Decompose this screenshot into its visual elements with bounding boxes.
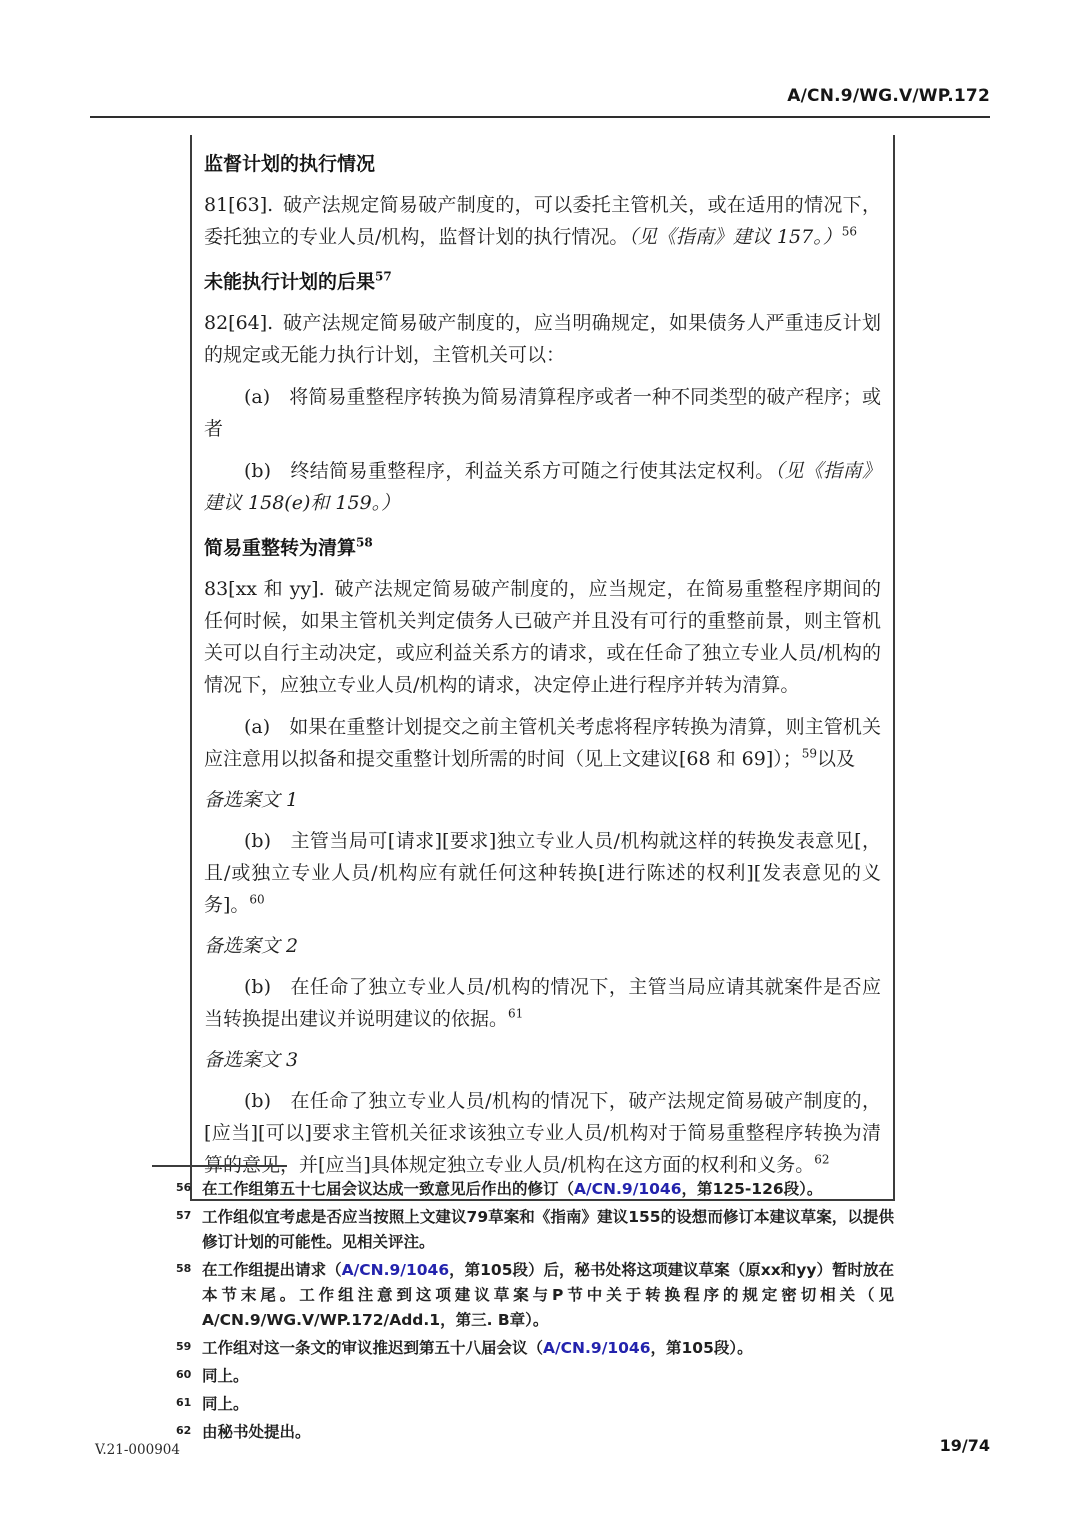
text-run: 81[63]. 破产法规定简易破产制度的，可以委托主管机关，或在适用的情况下，委托独立的专业人员/机构，监督计划的执行情况。 — [204, 194, 881, 248]
footnote — [152, 1258, 894, 1333]
document-number: V.21-000904 — [95, 1442, 180, 1458]
text-run: 备选案文 1 — [204, 789, 299, 811]
footnote-text — [202, 1208, 894, 1251]
paragraph-81 — [204, 189, 881, 253]
footnote-text — [202, 1423, 311, 1441]
paragraph-82-item-b — [204, 455, 881, 519]
text-run: (b) 在任命了独立专业人员/机构的情况下，破产法规定简易破产制度的，[应当][可以]要求主管机关征求该独立专业人员/机构对于简易重整程序转换为清算的意见，并[应当]具体规定独立专业人员/机构在这方面的权利和义务。 — [204, 1090, 881, 1176]
text-run: 备选案文 3 — [204, 1049, 299, 1071]
text-run: 简易重整转为清算 — [204, 537, 357, 559]
footnote-ref: 56 — [841, 224, 857, 239]
text-run: (a) 如果在重整计划提交之前主管机关考虑将程序转换为清算，则主管机关应注意用以拟备和提交重整计划所需的时间（见上文建议[68 和 69]）； — [204, 716, 881, 770]
text-run: （见《指南》建议 157。） — [628, 226, 842, 248]
footnote-number: 60 — [176, 1368, 192, 1381]
footnote-number: 56 — [176, 1181, 192, 1194]
footnote-text — [202, 1395, 249, 1413]
paragraph-82 — [204, 307, 881, 371]
footnote-text — [202, 1339, 753, 1357]
footnote — [152, 1392, 894, 1417]
text-run: ，第105段）。 — [650, 1339, 753, 1357]
footnote-text — [202, 1367, 249, 1385]
alternative-text-3-heading — [204, 1045, 881, 1075]
text-run: 82[64]. 破产法规定简易破产制度的，应当明确规定，如果债务人严重违反计划的规定或无能力执行计划，主管机关可以： — [204, 312, 881, 366]
page-number: 19/74 — [939, 1436, 990, 1455]
text-run: ，第105段）后，秘书处将这项建议草案（原xx和yy）暂时放在本节末尾。工作组注意到这项建议草案与P节中关于转换程序的规定密切相关（见 A/CN.9/WG.V/WP.172/Add.1，第三. B章）。 — [202, 1261, 894, 1329]
text-run: 由秘书处提出。 — [202, 1423, 311, 1441]
footnote-ref: 61 — [508, 1006, 524, 1021]
footnotes-list — [152, 1177, 894, 1445]
footnote-number: 58 — [176, 1262, 192, 1275]
text-run: 在工作组提出请求（ — [202, 1261, 342, 1279]
document-link[interactable]: A/CN.9/1046 — [543, 1339, 651, 1357]
text-run: 工作组对这一条文的审议推迟到第五十八届会议（ — [202, 1339, 544, 1357]
footnote — [152, 1205, 894, 1255]
document-link[interactable]: A/CN.9/1046 — [574, 1180, 682, 1198]
header-divider — [90, 116, 990, 118]
footnote-text — [202, 1261, 894, 1329]
footnote — [152, 1336, 894, 1361]
document-symbol: A/CN.9/WG.V/WP.172 — [787, 86, 990, 106]
footnote-ref: 59 — [801, 746, 818, 761]
text-run: ，第125-126段）。 — [681, 1180, 823, 1198]
footnote-number: 61 — [176, 1396, 192, 1409]
footnote-text — [202, 1180, 822, 1198]
footnote-separator — [152, 1165, 287, 1167]
footnote-number: 62 — [176, 1424, 192, 1437]
text-run: 同上。 — [202, 1367, 249, 1385]
text-run: 以及 — [817, 748, 856, 770]
alternative-2-item-b — [204, 971, 881, 1035]
footnote-number: 57 — [176, 1209, 192, 1222]
alternative-1-item-b — [204, 825, 881, 921]
footnote — [152, 1364, 894, 1389]
paragraph-82-item-a — [204, 381, 881, 445]
text-run: (a) 将简易重整程序转换为简易清算程序或者一种不同类型的破产程序；或者 — [204, 386, 881, 440]
text-run: （见《指南》建议 158(e)和 159。） — [204, 460, 881, 514]
section-heading-conversion-to-liquidation — [204, 533, 881, 563]
text-run: 未能执行计划的后果 — [204, 271, 376, 293]
footnote — [152, 1420, 894, 1445]
footnote — [152, 1177, 894, 1202]
paragraph-83-item-a — [204, 711, 881, 775]
footnotes-section — [152, 1165, 894, 1445]
section-heading-failure-consequences — [204, 267, 881, 297]
text-run: 监督计划的执行情况 — [204, 153, 376, 175]
text-run: (b) 主管当局可[请求][要求]独立专业人员/机构就这样的转换发表意见[，且/或独立专业人员/机构应有就任何这种转换[进行陈述的权利][发表意见的义务]。 — [204, 830, 881, 916]
text-run: 在工作组第五十七届会议达成一致意见后作出的修订（ — [202, 1180, 575, 1198]
text-run: 工作组似宜考虑是否应当按照上文建议79草案和《指南》建议155的设想而修订本建议草案，以提供修订计划的可能性。见相关评注。 — [202, 1208, 894, 1251]
footnote-ref: 58 — [356, 535, 373, 550]
text-run: (b) 在任命了独立专业人员/机构的情况下，主管当局应请其就案件是否应当转换提出建议并说明建议的依据。 — [204, 976, 881, 1030]
document-link[interactable]: A/CN.9/1046 — [341, 1261, 450, 1279]
alternative-text-2-heading — [204, 931, 881, 961]
text-run: 备选案文 2 — [204, 935, 299, 957]
footnote-number: 59 — [176, 1340, 192, 1353]
footnote-ref: 57 — [375, 269, 392, 284]
recommendations-box — [190, 135, 895, 1201]
footnote-ref: 62 — [814, 1152, 830, 1167]
text-run: 83[xx 和 yy]. 破产法规定简易破产制度的，应当规定，在简易重整程序期间的任何时候，如果主管机关判定债务人已破产并且没有可行的重整前景，则主管机关可以自行主动决定，或应利益关系方的请求，或在任命了独立专业人员/机构的情况下，应独立专业人员/机构的请求，决定停止进行程序并转为清算。 — [204, 578, 881, 696]
paragraph-83 — [204, 573, 881, 701]
footnote-ref: 60 — [249, 892, 265, 907]
text-run: 同上。 — [202, 1395, 249, 1413]
section-heading-plan-supervision — [204, 149, 881, 179]
text-run: (b) 终结简易重整程序，利益关系方可随之行使其法定权利。 — [244, 460, 775, 482]
alternative-text-1-heading — [204, 785, 881, 815]
